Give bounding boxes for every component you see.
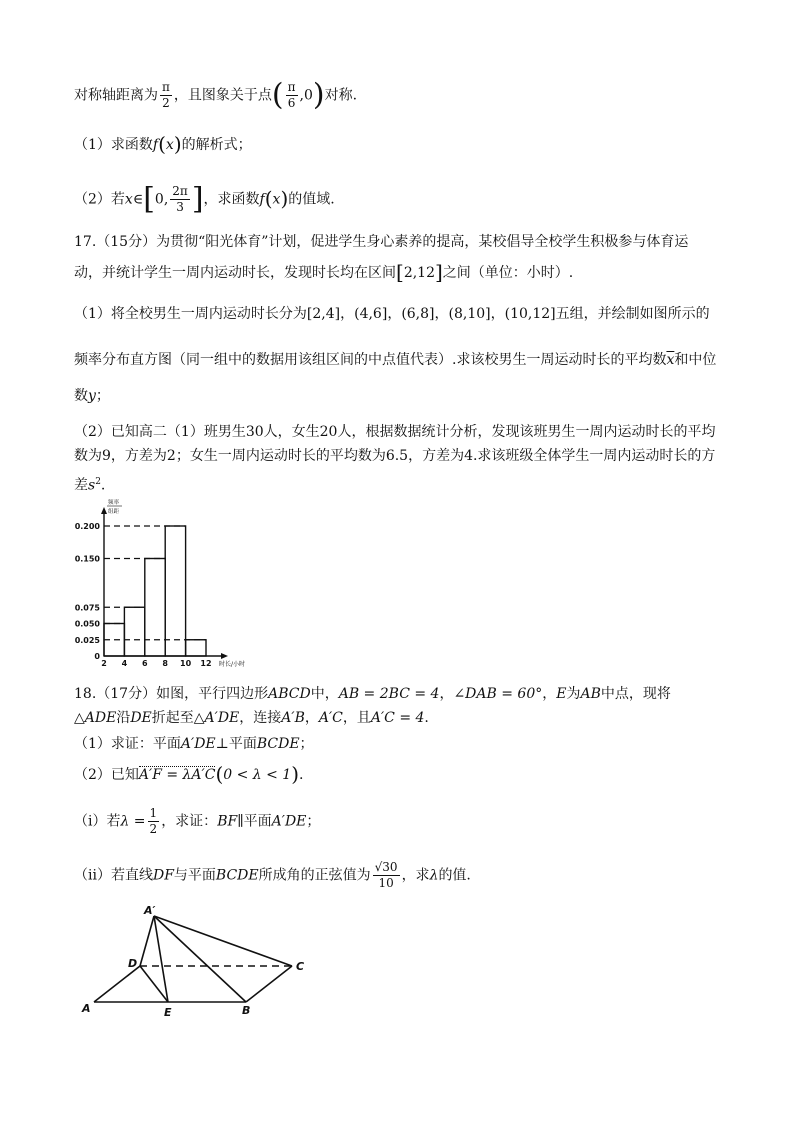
y-tick-label: 0.075 xyxy=(74,603,100,613)
fraction: $\frac{1}{2}$ xyxy=(149,806,158,836)
x-tick-label: 12 xyxy=(200,659,212,668)
x-tick-label: 6 xyxy=(142,659,148,668)
q17-line1: 17.（15分）为贯彻“阳光体育”计划，促进学生身心素养的提高，某校倡导全校学生积极参与体育运 xyxy=(74,234,689,250)
q17-line7: 数为9，方差为2；女生一周内运动时长的平均数为6.5，方差为4.求该班级全体学生一周内运动时长的方 xyxy=(74,448,716,464)
y-axis-label-top: 频率 xyxy=(108,500,120,506)
y-axis-arrow xyxy=(101,507,107,514)
x-tick-label: 10 xyxy=(180,659,192,668)
label-A: A xyxy=(82,1002,91,1015)
label-C: C xyxy=(296,960,305,973)
label-A1: A′ xyxy=(144,904,156,917)
fraction: $\frac{\pi}{2}$ xyxy=(162,80,170,110)
edge-AD xyxy=(94,966,140,1002)
q16-part2: （2）若x∈[0, $\frac{2\pi}{3}$ ]，求函数f(x)的值域. xyxy=(74,181,335,217)
histogram-bar xyxy=(186,640,206,656)
x-tick-label: 2 xyxy=(101,659,107,668)
fraction: $\frac{√30}{10}$ xyxy=(374,860,398,890)
edge-A1B xyxy=(154,916,246,1002)
edge-A1E xyxy=(154,916,168,1002)
folded-parallelogram-figure xyxy=(70,900,330,1020)
x-tick-label: 4 xyxy=(121,659,128,668)
q18-part1: （1）求证：平面A′DE⊥平面BCDE； xyxy=(74,736,314,752)
y-tick-label: 0.150 xyxy=(74,554,100,564)
q16-intro: 对称轴距离为 $\frac{\pi}{2}$ ，且图象关于点( $\frac{\pi}{6}$ ,0)对称. xyxy=(74,77,358,113)
label-D: D xyxy=(128,957,138,970)
histogram-bar xyxy=(124,607,144,656)
x-tick-label: 8 xyxy=(162,659,168,668)
fraction: $\frac{2\pi}{3}$ xyxy=(172,184,188,214)
q17-line3: （1）将全校男生一周内运动时长分为[2,4]，(4,6]，(6,8]，(8,10]，(10,12]五组，并绘制如图所示的 xyxy=(74,306,710,322)
y-tick-label: 0.200 xyxy=(74,522,100,531)
q17-line5: 数y； xyxy=(74,388,110,404)
q18-line1: 18.（17分）如图，平行四边形ABCD中，AB = 2BC = 4，∠DAB = 60°，E为AB中点，现将 xyxy=(74,686,671,702)
edge-BC xyxy=(246,966,292,1002)
q17-line2: 动，并统计学生一周内运动时长，发现时长均在区间[2,12]之间（单位：小时）. xyxy=(74,260,574,284)
frequency-histogram xyxy=(70,496,260,672)
edge-A1C xyxy=(154,916,292,966)
label-E: E xyxy=(164,1006,172,1019)
q17-line8: 差$s^2$. xyxy=(74,477,106,494)
label-B: B xyxy=(242,1004,251,1017)
histogram-bar xyxy=(165,526,185,656)
edge-A1D xyxy=(140,916,154,966)
q18-line2: △ADE沿DE折起至△A′DE，连接A′B，A′C，且A′C = 4. xyxy=(74,710,429,726)
origin-label: 0 xyxy=(94,652,100,661)
q18-part2: （2）已知A′F = λA′C(0 < λ < 1). xyxy=(74,762,304,786)
x-axis-label: 时长/小时 xyxy=(218,661,246,668)
q16-part1: （1）求函数f(x)的解析式； xyxy=(74,132,252,156)
q17-line4: 频率分布直方图（同一组中的数据用该组区间的中点值代表）.求该校男生一周运动时长的平均数$\overline{x}$和中位 xyxy=(74,352,717,368)
y-axis-label-bottom: 组距 xyxy=(108,509,120,515)
y-tick-label: 0.050 xyxy=(74,619,100,629)
x-axis-arrow xyxy=(221,653,228,659)
q17-line6: （2）已知高二（1）班男生30人，女生20人，根据数据统计分析，发现该班男生一周内运动时长的平均 xyxy=(74,424,716,440)
q18-part2-i: （i）若λ = $\frac{1}{2}$ ，求证：BF∥平面A′DE； xyxy=(74,806,321,836)
histogram-bar xyxy=(145,559,165,657)
q18-part2-ii: （ii）若直线DF与平面BCDE所成角的正弦值为 $\frac{√30}{10}$ ，求λ的值. xyxy=(74,860,471,890)
fraction: $\frac{\pi}{6}$ xyxy=(287,80,296,110)
y-tick-label: 0.025 xyxy=(74,635,100,645)
